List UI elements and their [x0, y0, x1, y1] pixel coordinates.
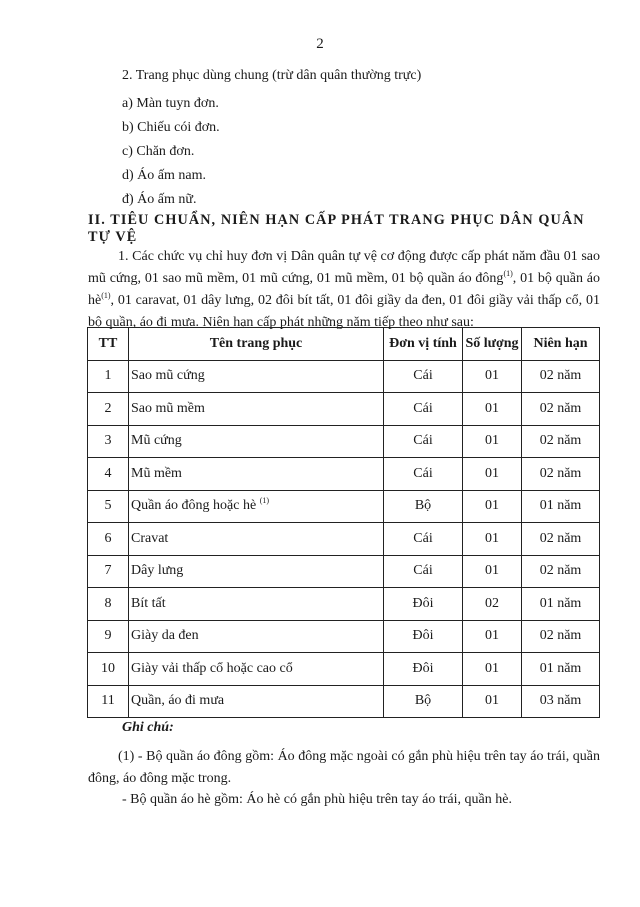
cell-term [522, 360, 600, 393]
cell-tt [88, 523, 129, 556]
cell-tt-text: 3 [104, 433, 112, 449]
cell-tt-text: 1 [104, 368, 112, 384]
cell-qty-text: 02 [485, 595, 499, 611]
cell-qty-text: 01 [485, 660, 499, 676]
cell-qty-text: 01 [485, 433, 499, 449]
cell-name [129, 360, 384, 393]
cell-qty-text: 01 [485, 530, 499, 546]
paragraph-text-2: , 01 bộ quần áo hè [88, 271, 600, 308]
section-2-title: 2. Trang phục dùng chung (trừ dân quân thường trực) [122, 68, 422, 83]
cell-name-text: Mũ mềm [131, 465, 182, 481]
note-1: (1) - Bộ quần áo đông gồm: Áo đông mặc ngoài có gắn phù hiệu trên tay áo trái, quần đông, áo đông mặc trong. [88, 749, 600, 786]
cell-unit-text: Đôi [412, 628, 434, 644]
footnote-ref-2: (1) [101, 291, 111, 300]
cell-tt [88, 588, 129, 621]
cell-tt [88, 685, 129, 718]
cell-term [522, 458, 600, 491]
cell-qty-text: 01 [485, 628, 499, 644]
cell-unit [384, 523, 463, 556]
cell-name-text: Sao mũ cứng [131, 368, 205, 384]
cell-name [129, 620, 384, 653]
cell-name [129, 588, 384, 621]
table-row [88, 393, 600, 426]
cell-unit [384, 425, 463, 458]
cell-name-text: Sao mũ mềm [131, 400, 205, 416]
cell-unit [384, 458, 463, 491]
page-number: 2 [316, 36, 324, 52]
cell-name-text: Bít tất [131, 595, 166, 611]
cell-term [522, 685, 600, 718]
table-row [88, 425, 600, 458]
header-tt: TT [88, 328, 129, 361]
cell-unit-text: Cái [413, 400, 433, 416]
cell-name-text: Dây lưng [131, 563, 184, 579]
list-item-c: c) Chăn đơn. [122, 144, 195, 159]
cell-name [129, 523, 384, 556]
cell-qty-text: 01 [485, 465, 499, 481]
cell-tt-text: 4 [104, 465, 112, 481]
paragraph-text-1: 1. Các chức vụ chỉ huy đơn vị Dân quân tự vệ cơ động được cấp phát năm đầu 01 sao mũ cứng, 01 sao mũ mềm, 01 mũ cứng, 01 mũ mềm, 01 bộ quần áo đông [88, 249, 600, 286]
list-item-b: b) Chiếu cói đơn. [122, 120, 220, 135]
paragraph-text-3: , 01 caravat, 01 dây lưng, 02 đôi bít tất, 01 đôi giầy da đen, 01 đôi giầy vải thấp cổ, 01 bộ quần, áo đi mưa. Niên hạn cấp phát những năm tiếp theo như sau: [88, 293, 600, 330]
cell-unit-text: Cái [413, 368, 433, 384]
footnote-ref: (1) [259, 496, 270, 506]
cell-term-text: 02 năm [539, 465, 582, 481]
table-row [88, 360, 600, 393]
table-row [88, 523, 600, 556]
header-term: Niên hạn [522, 328, 600, 361]
cell-term-text: 03 năm [539, 693, 582, 709]
cell-name [129, 653, 384, 686]
cell-qty [463, 653, 522, 686]
cell-qty-text: 01 [485, 693, 499, 709]
note-2: - Bộ quần áo hè gồm: Áo hè có gắn phù hiệu trên tay áo trái, quần hè. [122, 792, 512, 807]
table-body [88, 360, 600, 718]
cell-qty [463, 425, 522, 458]
cell-tt [88, 393, 129, 426]
cell-qty [463, 458, 522, 491]
cell-tt-text: 9 [104, 628, 112, 644]
table-header-row [88, 328, 600, 361]
cell-term-text: 02 năm [539, 433, 582, 449]
cell-unit-text: Đôi [412, 595, 434, 611]
table-row [88, 685, 600, 718]
list-item-a: a) Màn tuyn đơn. [122, 96, 219, 111]
table-row [88, 458, 600, 491]
cell-qty-text: 01 [485, 498, 499, 514]
cell-term [522, 555, 600, 588]
cell-name [129, 458, 384, 491]
cell-unit [384, 620, 463, 653]
cell-name-text: Mũ cứng [131, 433, 182, 449]
cell-name [129, 685, 384, 718]
cell-tt-text: 10 [101, 660, 115, 676]
list-item-dd: đ) Áo ấm nữ. [122, 192, 197, 207]
cell-tt-text: 7 [104, 563, 112, 579]
notes-title: Ghi chú: [122, 720, 174, 735]
cell-qty [463, 360, 522, 393]
cell-unit-text: Bộ [414, 693, 432, 709]
cell-tt [88, 458, 129, 491]
cell-term-text: 02 năm [539, 563, 582, 579]
cell-unit [384, 653, 463, 686]
cell-term-text: 02 năm [539, 628, 582, 644]
cell-term [522, 588, 600, 621]
intro-paragraph [88, 246, 600, 334]
table-row [88, 588, 600, 621]
cell-unit [384, 490, 463, 523]
cell-qty [463, 523, 522, 556]
cell-tt [88, 425, 129, 458]
cell-term-text: 02 năm [539, 368, 582, 384]
header-name: Tên trang phục [129, 328, 384, 361]
cell-name-text: Giày da đen [131, 628, 199, 644]
cell-qty-text: 01 [485, 368, 499, 384]
cell-name-text: Giày vải thấp cổ hoặc cao cổ [131, 660, 293, 676]
list-item-d: d) Áo ấm nam. [122, 168, 206, 183]
cell-qty [463, 555, 522, 588]
cell-tt [88, 653, 129, 686]
table-row [88, 620, 600, 653]
cell-term-text: 01 năm [539, 660, 582, 676]
cell-name-text: Cravat [131, 530, 169, 546]
cell-term [522, 523, 600, 556]
cell-unit [384, 685, 463, 718]
cell-tt-text: 5 [104, 498, 112, 514]
cell-name [129, 425, 384, 458]
cell-qty [463, 490, 522, 523]
cell-qty-text: 01 [485, 563, 499, 579]
cell-name-text: Quần, áo đi mưa [131, 693, 225, 709]
cell-tt-text: 11 [101, 693, 115, 709]
cell-name [129, 555, 384, 588]
table-row [88, 653, 600, 686]
cell-unit-text: Cái [413, 465, 433, 481]
cell-qty-text: 01 [485, 400, 499, 416]
cell-name-text: Quần áo đông hoặc hè [131, 498, 260, 514]
table-row [88, 555, 600, 588]
table-row [88, 490, 600, 523]
cell-term-text: 01 năm [539, 498, 582, 514]
cell-term [522, 393, 600, 426]
cell-term [522, 653, 600, 686]
cell-tt [88, 555, 129, 588]
cell-term [522, 425, 600, 458]
section-heading: II. TIÊU CHUẨN, NIÊN HẠN CẤP PHÁT TRANG PHỤC DÂN QUÂN TỰ VỆ [88, 212, 585, 245]
cell-qty [463, 588, 522, 621]
cell-term-text: 02 năm [539, 400, 582, 416]
cell-qty [463, 393, 522, 426]
cell-unit-text: Đôi [412, 660, 434, 676]
cell-qty [463, 620, 522, 653]
cell-unit [384, 393, 463, 426]
cell-tt [88, 620, 129, 653]
cell-unit-text: Cái [413, 530, 433, 546]
cell-tt [88, 360, 129, 393]
cell-unit [384, 555, 463, 588]
cell-tt-text: 6 [104, 530, 112, 546]
cell-name [129, 490, 384, 523]
cell-unit-text: Bộ [414, 498, 432, 514]
footnote-ref-1: (1) [503, 269, 513, 278]
cell-unit-text: Cái [413, 433, 433, 449]
cell-unit-text: Cái [413, 563, 433, 579]
cell-term [522, 490, 600, 523]
header-qty: Số lượng [463, 328, 522, 361]
cell-unit [384, 360, 463, 393]
cell-tt-text: 2 [104, 400, 112, 416]
cell-tt-text: 8 [104, 595, 112, 611]
uniform-table [87, 327, 600, 718]
cell-unit [384, 588, 463, 621]
cell-term-text: 01 năm [539, 595, 582, 611]
cell-term-text: 02 năm [539, 530, 582, 546]
cell-tt [88, 490, 129, 523]
header-unit: Đơn vị tính [384, 328, 463, 361]
cell-name [129, 393, 384, 426]
cell-qty [463, 685, 522, 718]
cell-term [522, 620, 600, 653]
